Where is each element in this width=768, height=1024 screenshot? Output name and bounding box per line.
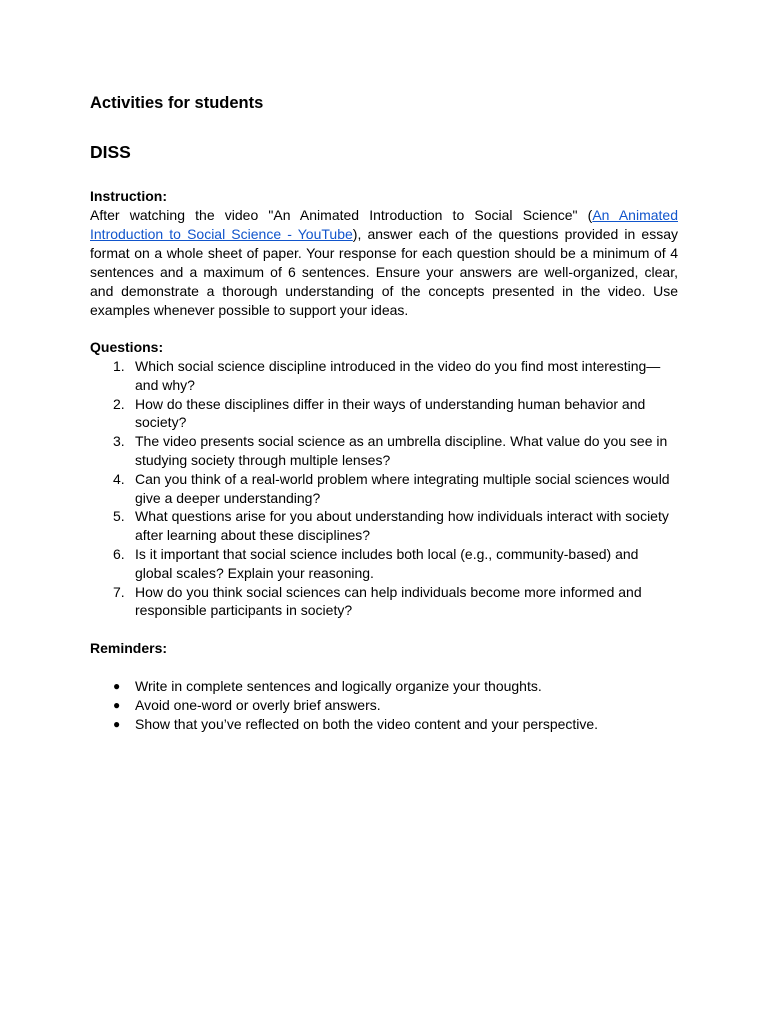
question-item [90,357,678,395]
question-number: 4. [113,470,125,487]
bullet-icon: ● [113,679,121,693]
document-subtitle: DISS [90,142,131,162]
question-text: How do these disciplines differ in their ways of understanding human behavior and society? [135,395,646,431]
question-number: 6. [113,545,125,562]
reminders-list [90,677,678,733]
video-link[interactable]: An Animated Introduction to Social Science - YouTube [90,207,678,242]
instruction-text-before-link: After watching the video "An Animated Introduction to Social Science" ( [90,207,593,223]
question-number: 7. [113,583,125,600]
question-text: The video presents social science as an umbrella discipline. What value do you see in studying society through multiple lenses? [135,433,668,468]
reminder-text: Write in complete sentences and logically organize your thoughts. [135,678,542,694]
question-item [90,395,678,433]
questions-label: Questions: [90,339,164,355]
question-item [90,507,678,545]
questions-list [90,357,678,620]
question-text: Which social science discipline introduced in the video do you find most interesting—and why? [135,358,661,393]
document-title: Activities for students [90,94,264,112]
bullet-icon: ● [113,716,121,731]
question-number: 1. [113,358,125,374]
question-text: What questions arise for you about understanding how individuals interact with society after learning about these disciplines? [135,508,669,544]
instruction-text-after-link: ), answer each of the questions provided in essay format on a whole sheet of paper. Your response for each question should be a minimum of 4 sentences and a maximum of 6 sentences. Ensure your answers are well-organized, clear, and demonstrate a thorough understanding of the concepts presented in the video. Use examples whenever possible to support your ideas. [90,226,678,318]
question-text: Can you think of a real-world problem where integrating multiple social sciences would give a deeper understanding? [135,470,670,506]
question-item [90,583,678,621]
reminder-item [90,696,678,715]
question-text: How do you think social sciences can help individuals become more informed and responsible participants in society? [135,583,642,619]
reminder-item [90,677,678,696]
reminder-text: Avoid one-word or overly brief answers. [135,696,381,713]
question-text: Is it important that social science includes both local (e.g., community-based) and global scales? Explain your reasoning. [135,545,639,581]
reminders-label: Reminders: [90,640,168,656]
instruction-label: Instruction: [90,188,167,204]
reminder-item [90,715,678,734]
question-item [90,470,678,508]
question-item [90,545,678,583]
reminder-text: Show that you’ve reflected on both the video content and your perspective. [135,715,599,732]
question-number: 5. [113,508,125,525]
instruction-paragraph [90,206,678,320]
question-item [90,432,678,470]
question-number: 2. [113,395,125,412]
bullet-icon: ● [113,697,121,712]
question-number: 3. [113,433,125,450]
